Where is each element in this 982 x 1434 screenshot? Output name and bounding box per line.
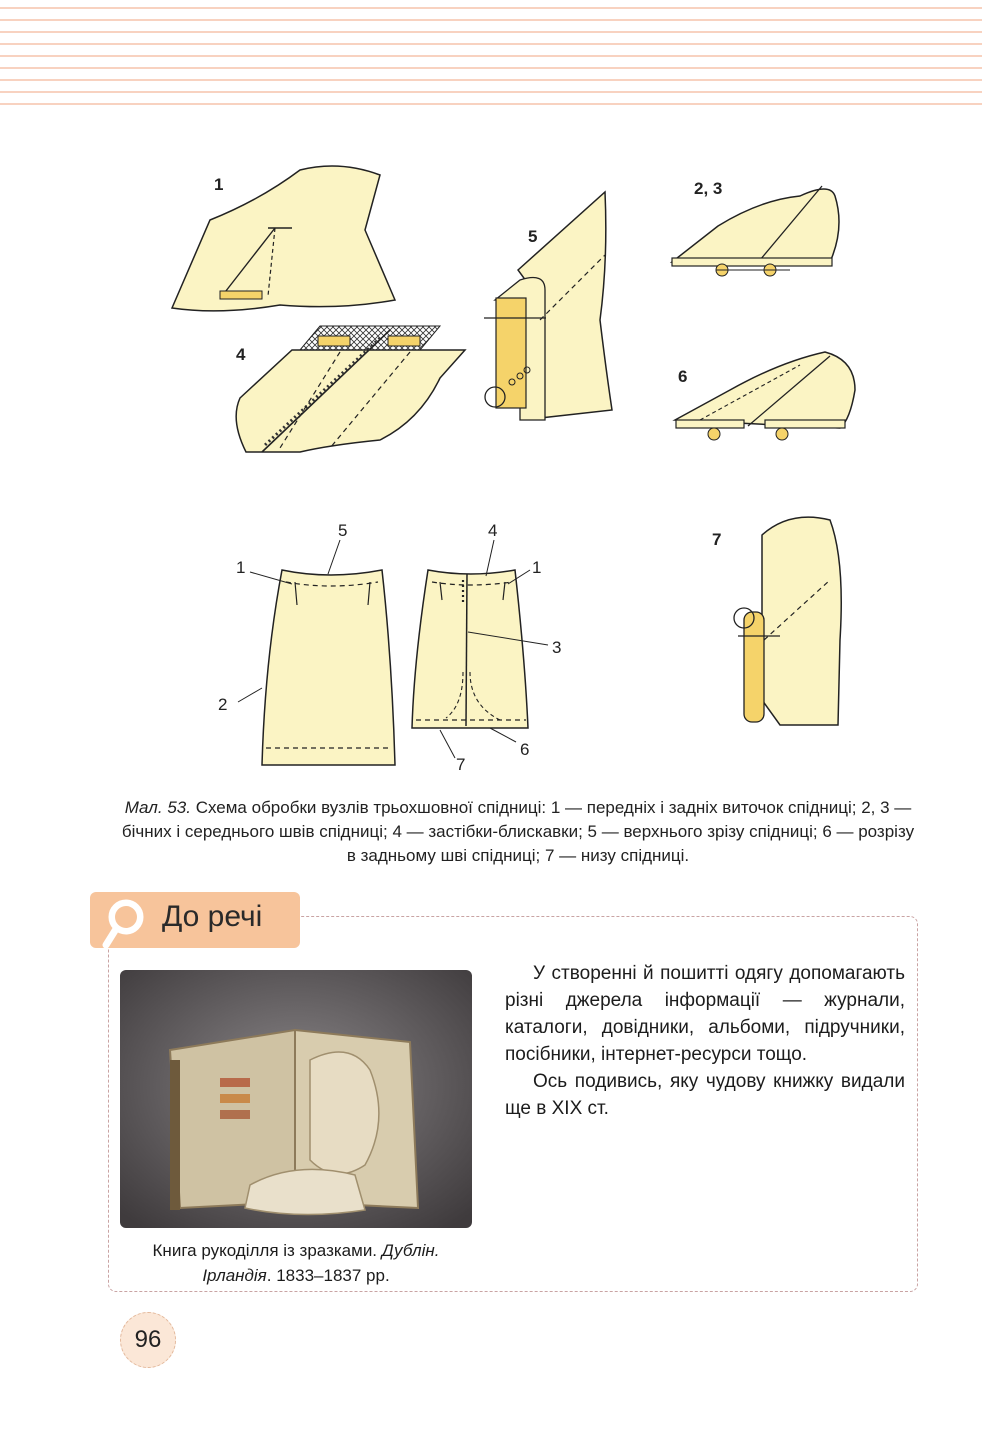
- dart-illustration: [172, 166, 395, 311]
- figure-number-5: 5: [528, 227, 538, 246]
- slit-illustration: [675, 352, 855, 440]
- skirt-label-front-1: 1: [236, 558, 246, 577]
- skirt-label-back-7: 7: [456, 755, 466, 774]
- zipper-illustration: [236, 326, 465, 452]
- front-skirt-drawing: [238, 540, 395, 765]
- seams-illustration: [672, 186, 839, 276]
- skirt-label-back-4: 4: [488, 521, 498, 540]
- figure-caption: [118, 796, 918, 868]
- figure-number-2-3: 2, 3: [694, 179, 723, 198]
- figure-caption-text: Схема обробки вузлів трьохшовної спідниці: 1 — передніх і задніх виточок спідниці; 2, 3 — бічних і середнього швів спідниці; 4 — застібки-блискавки; 5 — верхнього зрізу спідниці; 6 — розрізу в задньому шві спідниці; 7 — низу спідниці.: [121, 798, 915, 865]
- photo-caption-country: Ірландія: [202, 1266, 267, 1285]
- aside-title: До речі: [162, 900, 263, 933]
- aside-text: [505, 960, 905, 1122]
- photo-caption-years: . 1833–1837 рр.: [266, 1266, 390, 1285]
- skirt-label-back-3: 3: [552, 638, 562, 657]
- skirt-label-front-5: 5: [338, 521, 348, 540]
- header-ruled-lines: [0, 0, 982, 110]
- photo-caption-plain: Книга рукоділля із зразками.: [152, 1241, 378, 1260]
- photo-caption: [118, 1238, 474, 1288]
- skirt-label-back-6: 6: [520, 740, 530, 759]
- page-number: 96: [120, 1312, 176, 1368]
- figure-number-6: 6: [678, 367, 688, 386]
- skirt-label-back-1: 1: [532, 558, 542, 577]
- aside-paragraph-2: Ось подивись, яку чудову книжку видали ще в XIX ст.: [505, 1071, 905, 1119]
- waistband-illustration: [484, 192, 612, 420]
- hem-illustration: [734, 517, 841, 725]
- book-photo: [120, 970, 472, 1228]
- back-skirt-drawing: [412, 540, 548, 758]
- photo-caption-city: Дублін.: [381, 1241, 440, 1260]
- figure-caption-prefix: Мал. 53.: [124, 798, 191, 817]
- magnifier-icon: [98, 893, 158, 953]
- skirt-label-front-2: 2: [218, 695, 228, 714]
- skirt-processing-diagram: [0, 150, 982, 790]
- figure-number-1: 1: [214, 175, 224, 194]
- figure-number-4: 4: [236, 345, 246, 364]
- figure-number-7: 7: [712, 530, 722, 549]
- aside-paragraph-1: У створенні й пошитті одягу допомагають різні джерела інформації — журнали, каталоги, довідники, альбоми, підручники, посібники, інтернет-ресурси тощо.: [505, 963, 905, 1065]
